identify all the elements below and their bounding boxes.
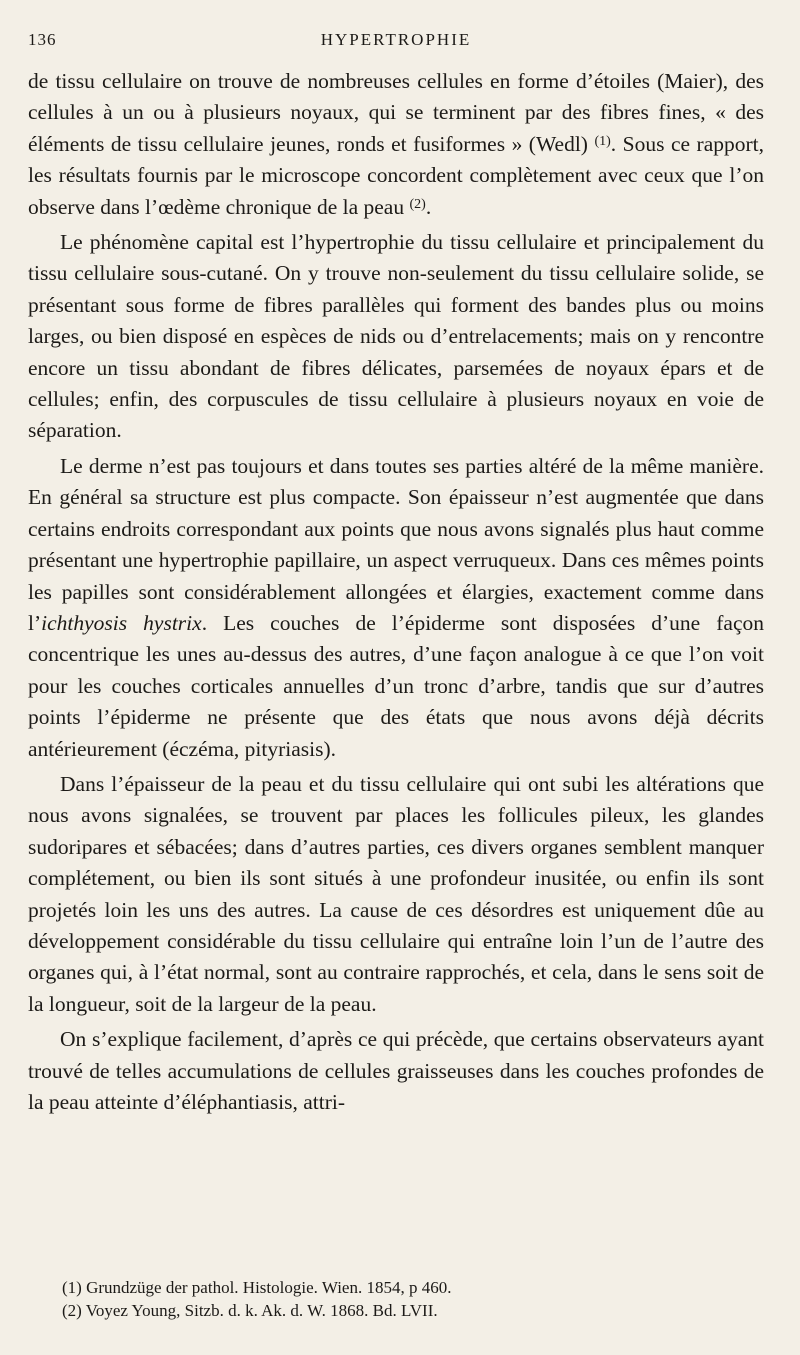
body-text <box>28 66 764 1122</box>
paragraph-1-text-2: . Sous ce rapport, les résultats fournis par le microscope concordent complètement avec ceux que l’on observe dans l’œdème chronique de la peau <box>28 131 764 219</box>
paragraph-1-text: de tissu cellulaire on trouve de nombreuses cellules en forme d’étoiles (Maier), des cellules à un ou à plusieurs noyaux, qui se terminent par des fibres fines, « des éléments de tissu cellulaire jeunes, ronds et fusiformes » (Wedl) <box>28 69 764 156</box>
footnotes <box>62 1276 762 1322</box>
paragraph-3-italic: ichthyosis hystrix <box>41 610 202 635</box>
paragraph-3-text-before: Le derme n’est pas toujours et dans toutes ses parties altéré de la même manière. En général sa structure est plus compacte. Son épaisseur n’est augmentée que dans certains endroits correspondant aux points que nous avons signalés plus haut comme présentant une hypertrophie papillaire, un aspect verruqueux. Dans ces mêmes points les papilles sont considérablement allongées et élargies, exactement comme dans l’ <box>28 453 764 635</box>
paragraph-5: On s’explique facilement, d’après ce qui précède, que certains observateurs ayant trouvé de telles accumulations de cellules graisseuses dans les couches profondes de la peau atteinte d’éléphantiasis, attri- <box>28 1027 764 1114</box>
footnote-2: (2) Voyez Young, Sitzb. d. k. Ak. d. W. 1868. Bd. LVII. <box>62 1301 438 1320</box>
running-head: HYPERTROPHIE <box>320 30 472 49</box>
paragraph-3 <box>28 451 764 765</box>
paragraph-4: Dans l’épaisseur de la peau et du tissu cellulaire qui ont subi les altérations que nous avons signalées, se trouvent par places les follicules pileux, les glandes sudoripares et sébacées; dans d’autres parties, ces divers organes semblent manquer complétement, ou bien ils sont situés à une profondeur inusitée, ou enfin ils sont projetés loin les uns des autres. La cause de ces désordres est uniquement dûe au développement considérable du tissu cellulaire qui entraîne loin l’un de l’autre des organes qui, à l’état normal, sont au contraire rapprochés, et cela, dans le sens soit de la longueur, soit de la largeur de la peau. <box>28 771 764 1016</box>
page-number: 136 <box>28 30 57 49</box>
footnote-ref-2: (2) <box>409 196 426 212</box>
paragraph-3-text-after: . Les couches de l’épiderme sont disposées d’une façon concentrique les unes au-dessus des autres, d’une façon analogue à ce que l’on voit pour les couches corticales annuelles d’un tronc d’arbre, tandis que sur d’autres points l’épiderme ne présente que des états que nous avons déjà décrits antérieurement (éczéma, pityriasis). <box>28 610 764 761</box>
paragraph-1-end: . <box>425 194 432 219</box>
page-header <box>28 30 764 56</box>
footnote-ref-1: (1) <box>594 133 611 149</box>
footnote-1: (1) Grundzüge der pathol. Histologie. Wien. 1854, p 460. <box>62 1278 452 1297</box>
paragraph-2: Le phénomène capital est l’hypertrophie du tissu cellulaire et principalement du tissu cellulaire sous-cutané. On y trouve non-seulement du tissu cellulaire solide, se présentant sous forme de fibres parallèles qui forment des bandes plus ou moins larges, ou bien disposé en espèces de nids ou d’entrelacements; mais on y rencontre encore un tissu abondant de fibres délicates, parsemées de noyaux épars et de cellules; enfin, des corpuscules de tissu cellulaire à plusieurs noyaux en voie de séparation. <box>28 230 764 443</box>
paragraph-1 <box>28 66 764 223</box>
